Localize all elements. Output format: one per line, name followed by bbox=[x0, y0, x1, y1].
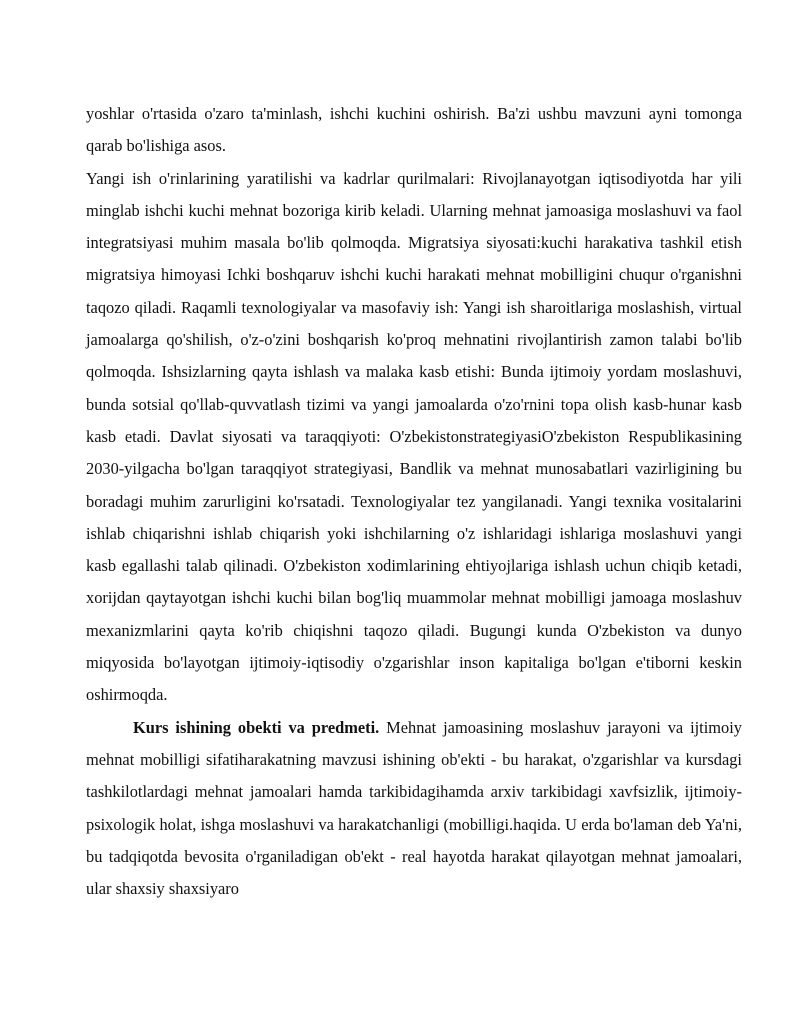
section-heading: Kurs ishining obekti va predmeti. bbox=[133, 717, 380, 737]
paragraph-main: Yangi ish o'rinlarining yaratilishi va kadrlar qurilmalari: Rivojlanayotgan iqtisodiyotda har yili minglab ishchi kuchi mehnat bozoriga kirib keladi. Ularning mehnat jamoasiga moslashuvi va faol integratsiyasi muhim masala bo'lib qolmoqda. Migratsiya siyosati:kuchi harakativa tashkil etish migratsiya himoyasi Ichki boshqaruv ishchi kuchi harakati mehnat mobilligini chuqur o'rganishni taqozo qiladi. Raqamli texnologiyalar va masofaviy ish: Yangi ish sharoitlariga moslashish, virtual jamoalarga qo'shilish, o'z-o'zini boshqarish ko'proq mehnatini rivojlantirish zamon talabi bo'lib qolmoqda. Ishsizlarning qayta ishlash va malaka kasb etishi: Bunda ijtimoiy yordam moslashuvi, bunda sotsial qo'llab-quvvatlash tizimi va yangi jamoalarda o'zo'rnini topa olish kasb-hunar kasb kasb etadi. Davlat siyosati va taraqqiyoti: O'zbekistonstrategiyasiO'zbekiston Respublikasining 2030-yilgacha bo'lgan taraqqiyot strategiyasi, Bandlik va mehnat munosabatlari vazirligining bu boradagi muhim zarurligini ko'rsatadi. Texnologiyalar tez yangilanadi. Yangi texnika vositalarini ishlab chiqarishni ishlab chiqarish yoki ishchilarning o'z ishlaridagi ishlariga moslashuvi yangi kasb egallashi talab qilinadi. O'zbekiston xodimlarining ehtiyojlariga ishlash uchun chiqib ketadi, xorijdan qaytayotgan ishchi kuchi bilan bog'liq muammolar mehnat mobilligi jamoaga moslashuv mexanizmlarini qayta ko'rib chiqishni taqozo qiladi. Bugungi kunda O'zbekiston va dunyo miqyosida bo'layotgan ijtimoiy-iqtisodiy o'zgarishlar inson kapitaliga bo'lgan e'tiborni keskin oshirmoqda. bbox=[86, 168, 742, 705]
paragraph-continuation: yoshlar o'rtasida o'zaro ta'minlash, ishchi kuchini oshirish. Ba'zi ushbu mavzuni ayni tomonga qarab bo'lishiga asos. bbox=[86, 104, 742, 156]
document-body bbox=[86, 98, 742, 905]
section-body: Mehnat jamoasining moslashuv jarayoni va ijtimoiy mehnat mobilligi sifatiharakatning mavzusi ishining ob'ekti - bu harakat, o'zgarishlar va kursdagi tashkilotlardagi mehnat jamoalari hamda tarkibidagihamda arxiv tarkibidagi xavfsizlik, ijtimoiy-psixologik holat, ishga moslashuvi va harakatchanligi (mobilligi.haqida. U erda bo'laman deb Ya'ni, bu tadqiqotda bevosita o'rganiladigan ob'ekt - real hayotda harakat qilayotgan mehnat jamoalari, ular shaxsiy shaxsiyaro bbox=[86, 717, 742, 899]
section-paragraph bbox=[86, 712, 742, 906]
